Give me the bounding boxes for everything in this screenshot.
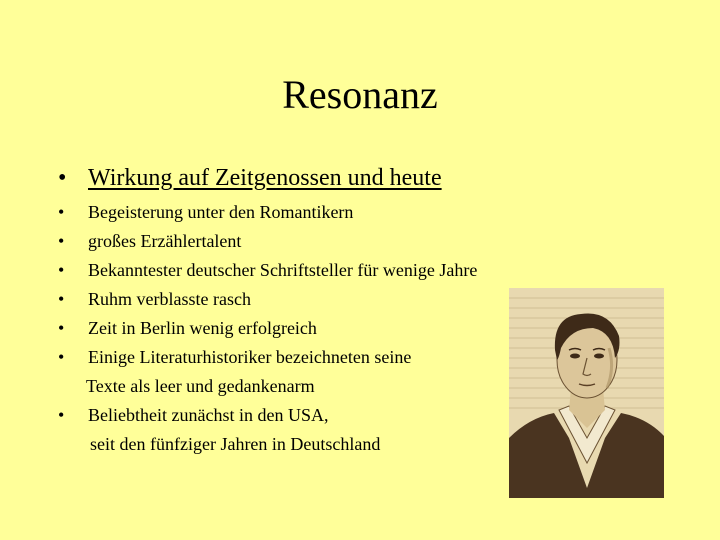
list-item-continuation: Texte als leer und gedankenarm (86, 376, 315, 396)
bullet-marker: • (58, 260, 65, 280)
list-item-text: Einige Literaturhistoriker bezeichneten seine (88, 347, 412, 367)
slide-title: Resonanz (282, 72, 438, 117)
bullet-marker: • (58, 405, 65, 425)
bullet-marker: • (58, 347, 65, 367)
bullet-marker: • (58, 231, 65, 251)
list-item (58, 285, 477, 314)
bullet-marker: • (58, 289, 65, 309)
portrait-engraving-icon (509, 288, 664, 498)
bullet-marker: • (58, 165, 67, 191)
list-item-text: Bekanntester deutscher Schriftsteller für wenige Jahre (88, 260, 478, 280)
heading-bullet (58, 163, 442, 193)
heading-link[interactable]: Wirkung auf Zeitgenossen und heute (88, 165, 442, 191)
list-item-text: Zeit in Berlin wenig erfolgreich (88, 318, 317, 338)
bullet-marker: • (58, 202, 65, 222)
list-item-text: Beliebtheit zunächst in den USA, (88, 405, 329, 425)
list-item-continuation: seit den fünfziger Jahren in Deutschland (90, 434, 381, 454)
list-item (58, 256, 477, 285)
bullet-list (58, 198, 477, 459)
list-item (58, 198, 477, 227)
list-item (58, 314, 477, 343)
list-item-text: Begeisterung unter den Romantikern (88, 202, 354, 222)
list-item (58, 343, 477, 401)
list-item-text: Ruhm verblasste rasch (88, 289, 251, 309)
bullet-marker: • (58, 318, 65, 338)
list-item-text: großes Erzählertalent (88, 231, 242, 251)
list-item (58, 227, 477, 256)
list-item (58, 401, 477, 459)
